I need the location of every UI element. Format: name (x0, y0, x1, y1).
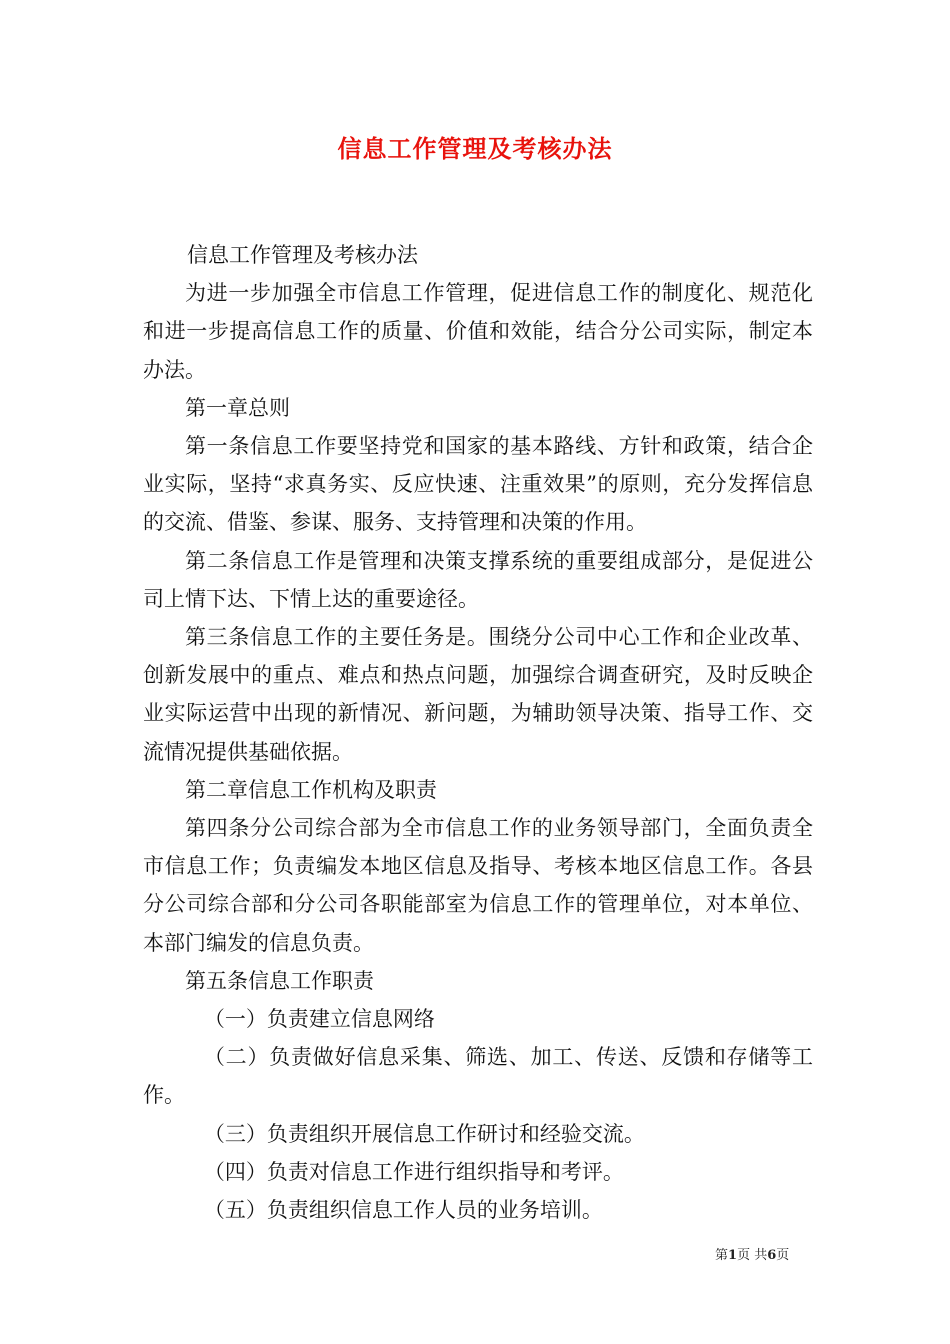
duty-item-4: （四）负责对信息工作进行组织指导和考评。 (203, 1159, 624, 1184)
footer-middle: 页 共 (737, 1248, 768, 1263)
paragraph-intro: 为进一步加强全市信息工作管理，促进信息工作的制度化、规范化和进一步提高信息工作的质量、价值和效能，结合分公司实际，制定本办法。 (143, 281, 813, 382)
chapter-2-heading: 第二章信息工作机构及职责 (185, 777, 437, 802)
article-2: 第二条信息工作是管理和决策支撑系统的重要组成部分，是促进公司上情下达、下情上达的重要途径。 (143, 548, 813, 611)
duty-item-5: （五）负责组织信息工作人员的业务培训。 (203, 1198, 603, 1223)
footer-suffix: 页 (776, 1248, 790, 1263)
document-title: 信息工作管理及考核办法 (337, 134, 613, 163)
chapter-1-heading: 第一章总则 (185, 395, 290, 420)
page-number-footer (715, 1247, 815, 1265)
footer-prefix: 第 (715, 1248, 729, 1263)
duty-item-1: （一）负责建立信息网络 (203, 1007, 435, 1032)
footer-total-pages: 6 (767, 1248, 777, 1263)
duty-item-3: （三）负责组织开展信息工作研讨和经验交流。 (203, 1121, 645, 1146)
document-body (143, 236, 813, 1229)
duty-item-2: （二）负责做好信息采集、筛选、加工、传送、反馈和存储等工作。 (143, 1045, 813, 1108)
article-5: 第五条信息工作职责 (185, 968, 374, 993)
footer-current-page: 1 (728, 1248, 738, 1263)
article-3: 第三条信息工作的主要任务是。围绕分公司中心工作和企业改革、创新发展中的重点、难点和热点问题，加强综合调查研究，及时反映企业实际运营中出现的新情况、新问题，为辅助领导决策、指导工作、交流情况提供基础依据。 (143, 625, 813, 764)
body-subtitle: 信息工作管理及考核办法 (187, 243, 418, 267)
article-4: 第四条分公司综合部为全市信息工作的业务领导部门，全面负责全市信息工作；负责编发本地区信息及指导、考核本地区信息工作。各县分公司综合部和分公司各职能部室为信息工作的管理单位，对本单位、本部门编发的信息负责。 (143, 816, 813, 955)
article-1: 第一条信息工作要坚持党和国家的基本路线、方针和政策，结合企业实际，坚持“求真务实、反应快速、注重效果”的原则，充分发挥信息的交流、借鉴、参谋、服务、支持管理和决策的作用。 (143, 434, 813, 535)
